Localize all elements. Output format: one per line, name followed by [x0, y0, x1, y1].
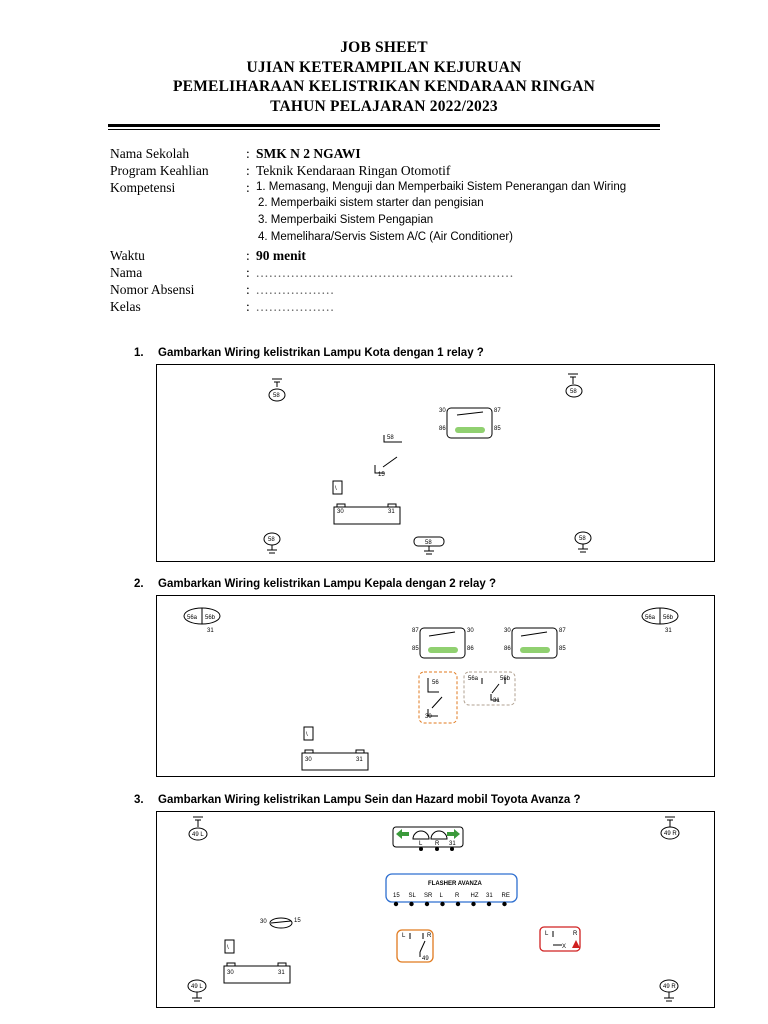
left-arrow-icon [396, 829, 409, 839]
competence-item: 1. Memasang, Menguji dan Memperbaiki Sistem Penerangan dan Wiring [256, 181, 627, 193]
flasher-pin-label: SL [408, 893, 416, 899]
turn-switch-pin-49: 49 [422, 956, 429, 962]
title-exam: UJIAN KETERAMPILAN KEJURUAN [246, 58, 522, 76]
lamp-label: 58 [570, 389, 577, 395]
ground-symbol [578, 544, 588, 552]
headlamp-pin-31: 31 [665, 628, 672, 634]
flasher-pin-label: HZ [470, 893, 479, 899]
diagram-box-2[interactable] [156, 595, 715, 777]
flasher-pins [393, 893, 510, 906]
relay-pin-85: 85 [494, 426, 501, 432]
class-field[interactable]: .................. [256, 299, 335, 314]
flasher-pin-label: 31 [486, 893, 493, 899]
colon: : [246, 146, 250, 161]
relay-pin-85: 85 [559, 646, 566, 652]
flasher-terminal [456, 902, 460, 906]
wiring-diagram-lampu-kepala [157, 596, 714, 776]
diagram-box-1[interactable] [156, 364, 715, 562]
right-arrow-icon [447, 829, 460, 839]
colon: : [246, 180, 250, 195]
headlamp-pin-31: 31 [207, 628, 214, 634]
turn-switch-pin-r: R [427, 933, 432, 939]
wiring-diagram-lampu-kota [157, 365, 714, 561]
relay [447, 408, 492, 438]
competence-item: 3. Memperbaiki Sistem Pengapian [258, 214, 434, 226]
battery-terminal [337, 504, 345, 507]
flasher-terminal [502, 902, 506, 906]
combi-pin-r: R [435, 841, 440, 847]
battery-pin-30: 30 [227, 970, 234, 976]
ground-symbol [568, 374, 578, 384]
absen-field[interactable]: .................. [256, 282, 335, 297]
ground-symbol [193, 817, 203, 827]
combi-terminals [419, 847, 454, 851]
relay-pin-30: 30 [504, 628, 511, 634]
ground-symbol [272, 379, 282, 387]
turn-switch-contacts [410, 933, 425, 957]
switch-pin-31: 31 [493, 698, 500, 704]
ground-symbol [192, 992, 202, 1001]
indicator-bulb-icon [431, 831, 447, 839]
fuse-symbol: \ [335, 486, 337, 492]
combi-pin-31: 31 [449, 841, 456, 847]
ground-symbol [665, 817, 675, 827]
ignition-contact [271, 921, 291, 923]
indicator-bulb-icon [413, 831, 429, 839]
headlamp-pin-56a: 56a [645, 615, 656, 621]
fuse-symbol: \ [306, 732, 308, 738]
flasher-title: FLASHER AVANZA [428, 881, 482, 887]
switch-pin-56b: 56b [500, 676, 511, 682]
hazard-switch-contacts [553, 931, 562, 945]
header-divider-thin [108, 129, 660, 130]
flasher-pin-label: R [455, 893, 460, 899]
question-text: Gambarkan Wiring kelistrikan Lampu Sein dan Hazard mobil Toyota Avanza ? [158, 794, 581, 806]
question-1 [134, 347, 484, 359]
program-value: Teknik Kendaraan Ringan Otomotif [256, 163, 451, 178]
question-text: Gambarkan Wiring kelistrikan Lampu Kota dengan 1 relay ? [158, 347, 484, 359]
flasher-pin-label: RE [501, 893, 510, 899]
relay-pin-87: 87 [559, 628, 566, 634]
ground-symbol [424, 546, 434, 554]
flasher-terminal [409, 902, 413, 906]
program-label: Program Keahlian [110, 163, 209, 178]
relay-coil [520, 647, 550, 653]
ground-symbol [664, 992, 674, 1001]
header-divider-thick [108, 124, 660, 127]
relay-switch [429, 632, 455, 636]
colon: : [246, 248, 250, 263]
school-label: Nama Sekolah [110, 146, 190, 161]
relay-pin-30: 30 [439, 408, 446, 414]
colon: : [246, 163, 250, 178]
relay-1 [420, 628, 465, 658]
lamp-label: 49 R [664, 831, 677, 837]
battery-pin-30: 30 [305, 757, 312, 763]
school-value: SMK N 2 NGAWI [256, 146, 361, 161]
wiring-diagram-lampu-sein-hazard [157, 812, 714, 1007]
question-3 [134, 794, 581, 806]
relay-pin-30: 30 [467, 628, 474, 634]
battery-pin-31: 31 [356, 757, 363, 763]
absen-label: Nomor Absensi [110, 282, 195, 297]
lamp-label: 58 [425, 540, 432, 546]
name-label: Nama [110, 265, 143, 280]
flasher-pin-label: SR [424, 893, 433, 899]
colon: : [246, 265, 250, 280]
relay-pin-86: 86 [439, 426, 446, 432]
relay-switch [521, 632, 547, 636]
relay-pin-85: 85 [412, 646, 419, 652]
hazard-triangle-icon [572, 940, 580, 948]
question-number: 3. [134, 794, 144, 806]
turn-switch-pin-l: L [402, 933, 406, 939]
relay-pin-87: 87 [412, 628, 419, 634]
flasher-pin-label: L [439, 893, 443, 899]
flasher-terminal [394, 902, 398, 906]
hazard-pin-l: L [545, 931, 549, 937]
switch-pin-30: 30 [425, 714, 432, 720]
hazard-pin-r: R [573, 931, 578, 937]
battery-terminal [305, 750, 313, 753]
flasher-avanza [386, 874, 517, 902]
competence-item: 2. Memperbaiki sistem starter dan pengisian [258, 197, 484, 209]
flasher-terminal [440, 902, 444, 906]
lamp-label: 49 R [663, 984, 676, 990]
class-label: Kelas [110, 299, 141, 314]
battery-pin-31: 31 [388, 509, 395, 515]
flasher-terminal [425, 902, 429, 906]
switch-pin-58: 58 [387, 435, 394, 441]
flasher-terminal [471, 902, 475, 906]
relay-pin-86: 86 [504, 646, 511, 652]
title-job-sheet: JOB SHEET [340, 39, 428, 56]
ignition-pin-30: 30 [260, 919, 267, 925]
hazard-pin-x: X [562, 944, 567, 950]
question-number: 2. [134, 578, 144, 590]
lamp-label: 49 L [192, 832, 204, 838]
relay-pin-86: 86 [467, 646, 474, 652]
question-text: Gambarkan Wiring kelistrikan Lampu Kepala dengan 2 relay ? [158, 578, 496, 590]
ignition-pin-15: 15 [294, 918, 301, 924]
switch-pin-15: 15 [378, 472, 385, 478]
lamp-label: 58 [579, 536, 586, 542]
relay-pin-87: 87 [494, 408, 501, 414]
combi-pin-l: L [419, 841, 423, 847]
lamp-label: 49 L [191, 984, 203, 990]
document-header [0, 38, 768, 116]
lamp-label: 58 [273, 393, 280, 399]
fuse-symbol: \ [227, 945, 229, 951]
colon: : [246, 299, 250, 314]
flasher-pin-label: 15 [393, 893, 400, 899]
lamp-label: 58 [268, 537, 275, 543]
headlamp-pin-56b: 56b [663, 615, 674, 621]
relay-2 [512, 628, 557, 658]
name-field[interactable]: ........................................................... [256, 265, 515, 280]
battery-terminal [227, 963, 235, 966]
question-number: 1. [134, 347, 144, 359]
title-year: TAHUN PELAJARAN 2022/2023 [270, 97, 498, 115]
title-subject: PEMELIHARAAN KELISTRIKAN KENDARAAN RINGAN [173, 78, 595, 95]
battery-pin-31: 31 [278, 970, 285, 976]
headlamp-pin-56b: 56b [205, 615, 216, 621]
time-label: Waktu [110, 248, 145, 263]
question-2 [134, 578, 496, 590]
battery-pin-30: 30 [337, 509, 344, 515]
flasher-terminal [487, 902, 491, 906]
competence-item: 4. Memelihara/Servis Sistem A/C (Air Conditioner) [258, 231, 513, 243]
diagram-box-3[interactable] [156, 811, 715, 1008]
switch-pin-56: 56 [432, 680, 439, 686]
relay-coil [428, 647, 458, 653]
headlamp-pin-56a: 56a [187, 615, 198, 621]
battery-terminal [356, 750, 364, 753]
battery-terminal [278, 963, 286, 966]
battery-terminal [388, 504, 396, 507]
ground-symbol [267, 545, 277, 553]
competence-label: Kompetensi [110, 180, 176, 195]
relay-switch [457, 412, 483, 415]
relay-coil [455, 427, 485, 433]
switch-pin-56a: 56a [468, 676, 479, 682]
colon: : [246, 282, 250, 297]
time-value: 90 menit [256, 248, 306, 263]
